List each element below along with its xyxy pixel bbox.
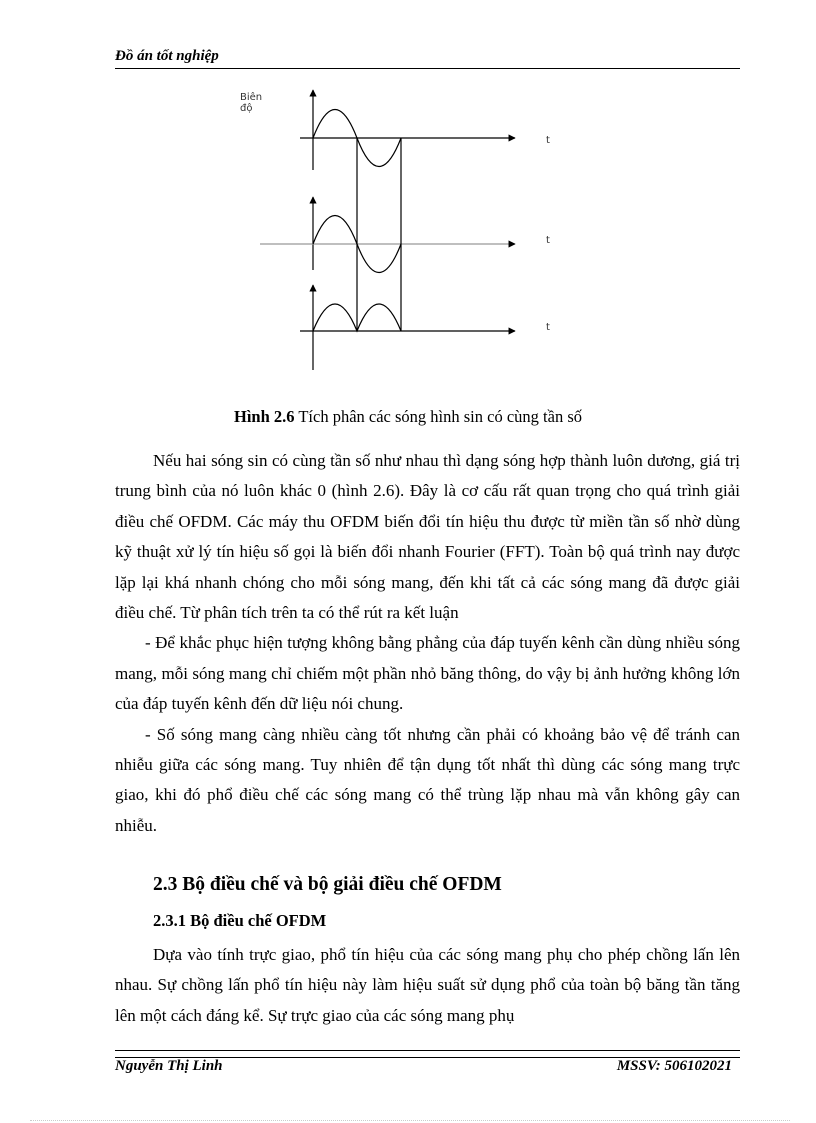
body-text-continued — [115, 940, 740, 1031]
bullet-paragraph: - Số sóng mang càng nhiều càng tốt nhưng cần phải có khoảng bảo vệ để tránh can nhiễu giữa các sóng mang. Tuy nhiên để tận dụng tốt nhất thì dùng các sóng mang trực giao, khi đó phổ điều chế các sóng mang có thể trùng lặp nhau mà vẫn không gây can nhiễu. — [115, 724, 740, 835]
figure-svg — [230, 85, 590, 375]
page-header — [115, 48, 740, 69]
paragraph: Dựa vào tính trực giao, phổ tín hiệu của các sóng mang phụ cho phép chồng lấn lên nhau. Sự chồng lấn phổ tín hiệu này làm hiệu suất sử dụng phổ của toàn bộ băng tần tăng lên một cách đáng kể. Sự trực giao của các sóng mang phụ — [115, 945, 740, 1025]
sine-integration-figure — [230, 85, 590, 375]
t-label-1: t — [546, 135, 550, 146]
page-footer — [115, 1058, 740, 1078]
caption-text: Tích phân các sóng hình sin có cùng tần số — [294, 407, 582, 426]
body-text — [115, 446, 740, 841]
y-axis-label-line2: độ — [240, 103, 253, 114]
t-label-2: t — [546, 235, 550, 246]
footer-student-id: MSSV: 506102021 — [616, 1058, 732, 1074]
bullet-paragraph: - Để khắc phục hiện tượng không bằng phẳng của đáp tuyến kênh cần dùng nhiều sóng mang, mỗi sóng mang chỉ chiếm một phần nhỏ băng thông, do vậy bị ảnh hưởng không lớn của đáp tuyến kênh đến dữ liệu nói chung. — [115, 633, 740, 714]
y-axis-label-line1: Biên — [240, 92, 263, 103]
figure-caption — [0, 407, 816, 427]
paragraph: Nếu hai sóng sin có cùng tần số như nhau thì dạng sóng hợp thành luôn dương, giá trị trung bình của nó luôn khác 0 (hình 2.6). Đây là cơ cấu rất quan trọng cho quá trình giải điều chế OFDM. Các máy thu OFDM biến đổi tín hiệu thu được từ miền tần số nhờ dùng kỹ thuật xử lý tín hiệu số gọi là biến đổi nhanh Fourier (FFT). Toàn bộ quá trình nay được lặp lại khá nhanh chóng cho mỗi sóng mang, đến khi tất cả các sóng mang đã được giải điều chế. Từ phân tích trên ta có thể rút ra kết luận — [115, 451, 740, 623]
page-edge-dots — [30, 1120, 790, 1121]
footer-author: Nguyễn Thị Linh — [115, 1058, 223, 1074]
subsection-title: 2.3.1 Bộ điều chế OFDM — [153, 911, 327, 930]
header-title: Đồ án tốt nghiệp — [115, 48, 219, 64]
t-label-3: t — [546, 322, 550, 333]
footer-rule — [115, 1050, 740, 1058]
section-title: 2.3 Bộ điều chế và bộ giải điều chế OFDM — [153, 874, 502, 895]
caption-number: Hình 2.6 — [233, 407, 295, 426]
